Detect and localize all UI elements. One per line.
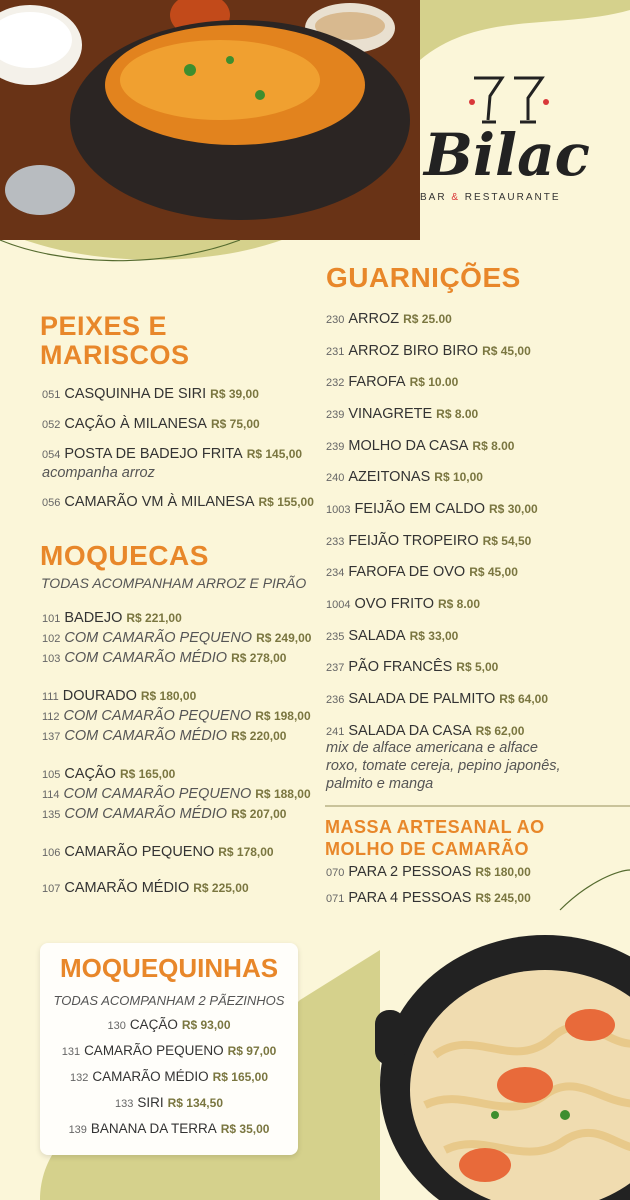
peixes-title: PEIXES E MARISCOS [40,311,190,370]
item-code: 105 [42,769,61,781]
item-price: R$ 8.00 [437,597,481,611]
item-code: 112 [42,711,60,723]
item-name: FAROFA [348,374,406,390]
menu-item [326,341,531,362]
item-price: R$ 30,00 [489,502,538,516]
item-name: CAÇÃO [129,1017,178,1032]
massa-title: MASSA ARTESANAL AO MOLHO DE CAMARÃO [325,817,545,859]
item-note: acompanha arroz [42,465,155,481]
item-code: 071 [326,893,345,905]
item-name: COM CAMARÃO MÉDIO [64,650,228,666]
item-code: 102 [42,633,61,645]
moquequinhas-card [40,943,298,1155]
item-name: CAÇÃO [64,766,116,782]
item-price: R$ 225,00 [193,881,249,895]
item-price: R$ 145,00 [246,447,303,461]
item-price: R$ 5,00 [456,660,499,674]
item-code: 239 [326,441,345,453]
item-code: 137 [42,731,61,743]
item-price: R$ 45,00 [469,565,518,579]
menu-item [326,888,531,909]
menu-item [40,1041,298,1062]
item-code: 111 [42,691,59,703]
menu-item [40,1119,298,1140]
item-name: SALADA DE PALMITO [348,691,496,707]
item-name: CAMARÃO VM À MILANESA [64,494,255,510]
item-code: 106 [42,847,61,859]
item-price: R$ 278,00 [231,651,287,665]
brand-name: Bilac [424,121,590,189]
menu-item [42,706,311,727]
menu-item [326,372,458,393]
item-name: BANANA DA TERRA [90,1121,217,1136]
menu-item [42,608,182,629]
item-code: 139 [68,1124,87,1136]
item-price: R$ 207,00 [231,807,287,821]
item-code: 233 [326,536,345,548]
menu-item [326,531,531,552]
item-code: 232 [326,377,345,389]
item-price: R$ 155,00 [258,495,314,509]
item-name: PARA 4 PESSOAS [348,890,472,906]
item-name: COM CAMARÃO MÉDIO [64,806,228,822]
item-price: R$ 178,00 [218,845,274,859]
item-price: R$ 245,00 [475,891,531,905]
item-code: 114 [42,789,60,801]
item-price: R$ 97,00 [227,1044,277,1058]
item-code: 231 [326,346,345,358]
item-price: R$ 220,00 [231,729,287,743]
item-code: 130 [107,1020,126,1032]
item-name: POSTA DE BADEJO FRITA [64,446,243,462]
menu-item [326,594,480,615]
item-code: 236 [326,694,345,706]
menu-item [326,404,478,425]
item-price: R$ 64,00 [499,692,548,706]
item-name: COM CAMARÃO PEQUENO [64,630,253,646]
item-code: 235 [326,631,345,643]
item-price: R$ 249,00 [256,631,312,645]
menu-item [326,657,498,678]
guarnicoes-title: GUARNIÇÕES [326,262,521,293]
item-price: R$ 165,00 [119,767,176,781]
item-code: 230 [326,314,345,326]
item-price: R$ 62,00 [475,724,525,738]
item-name: CASQUINHA DE SIRI [64,386,207,402]
menu-item [42,444,302,465]
menu-item [326,436,514,457]
item-name: PÃO FRANCÊS [348,659,453,675]
item-name: OVO FRITO [354,596,434,612]
item-code: 1003 [326,504,351,516]
moquequinhas-subtitle: TODAS ACOMPANHAM 2 PÃEZINHOS [53,993,285,1008]
item-price: R$ 8.00 [436,407,479,421]
item-price: R$ 180,00 [140,689,197,703]
menu-item [42,492,314,513]
menu-item [42,384,259,405]
menu-item [326,689,548,710]
menu-item [326,562,518,583]
item-name: BADEJO [64,610,123,626]
item-code: 070 [326,867,345,879]
menu-item [42,628,311,649]
item-price: R$ 39,00 [210,387,259,401]
item-name: ARROZ BIRO BIRO [348,343,479,359]
item-price: R$ 35,00 [220,1122,270,1136]
salada-da-casa-note: mix de alface americana e alface roxo, tomate cereja, pepino japonês, palmito e manga [326,740,561,792]
item-name: COM CAMARÃO PEQUENO [63,786,252,802]
item-code: 052 [42,419,61,431]
item-price: R$ 221,00 [126,611,182,625]
item-code: 056 [42,497,61,509]
item-name: FAROFA DE OVO [348,564,466,580]
item-price: R$ 188,00 [255,787,311,801]
item-name: PARA 2 PESSOAS [348,864,472,880]
item-price: R$ 198,00 [255,709,311,723]
item-name: DOURADO [62,688,137,704]
pasta-photo [375,915,630,1200]
menu-item [326,862,531,883]
menu-item [42,764,175,785]
menu-item [42,784,311,805]
item-code: 241 [326,726,345,738]
item-code: 103 [42,653,61,665]
menu-item [42,648,286,669]
item-code: 051 [42,389,61,401]
moquequinhas-title: MOQUEQUINHAS [59,953,279,983]
item-price: R$ 75,00 [210,417,260,431]
item-name: CAMARÃO MÉDIO [64,880,190,896]
item-name: SIRI [137,1095,164,1110]
item-price: R$ 165,00 [212,1070,268,1084]
item-name: COM CAMARÃO MÉDIO [64,728,228,744]
item-name: SALADA [348,628,406,644]
item-name: CAMARÃO MÉDIO [92,1069,209,1084]
menu-item [42,842,274,863]
item-code: 237 [326,662,345,674]
menu-item [42,414,260,435]
menu-item [42,726,286,747]
item-price: R$ 45,00 [482,344,531,358]
item-code: 234 [326,567,345,579]
item-code: 107 [42,883,61,895]
item-code: 054 [42,449,61,461]
section-divider [325,805,630,807]
item-name: AZEITONAS [348,469,431,485]
menu-item [40,1093,298,1114]
item-name: CAÇÃO À MILANESA [64,416,207,432]
item-name: SALADA DA CASA [348,723,472,739]
item-name: MOLHO DA CASA [348,438,469,454]
item-name: CAMARÃO PEQUENO [64,844,215,860]
menu-item [326,499,538,520]
item-price: R$ 93,00 [181,1018,231,1032]
item-code: 131 [61,1046,81,1058]
brand-tagline: BAR & RESTAURANTE [420,192,561,203]
item-name: FEIJÃO TROPEIRO [348,533,479,549]
item-price: R$ 180,00 [475,865,531,879]
item-code: 101 [42,613,61,625]
item-price: R$ 134,50 [167,1096,223,1110]
item-code: 132 [69,1072,89,1084]
brand-logo [410,70,610,220]
menu-item [42,804,286,825]
item-code: 240 [326,472,345,484]
menu-item [326,309,452,330]
menu-item [40,1015,298,1036]
item-code: 1004 [326,599,351,611]
item-name: FEIJÃO EM CALDO [354,501,486,517]
item-code: 133 [114,1098,134,1110]
item-price: R$ 10,00 [434,470,483,484]
item-price: R$ 54,50 [482,534,532,548]
moquecas-title: MOQUECAS [40,540,209,571]
moqueca-photo [0,0,420,240]
menu-item [326,467,483,488]
menu-item [40,1067,298,1088]
item-name: CAMARÃO PEQUENO [84,1043,224,1058]
item-name: VINAGRETE [348,406,433,422]
menu-item [42,686,196,707]
item-code: 239 [326,409,345,421]
moquecas-subtitle: TODAS ACOMPANHAM ARROZ E PIRÃO [41,575,307,591]
item-code: 135 [42,809,61,821]
item-price: R$ 33,00 [409,629,459,643]
item-name: COM CAMARÃO PEQUENO [63,708,252,724]
item-price: R$ 25.00 [403,312,452,326]
item-price: R$ 8.00 [472,439,515,453]
item-price: R$ 10.00 [409,375,459,389]
menu-item [326,626,458,647]
item-name: ARROZ [348,311,400,327]
menu-item [42,878,249,899]
